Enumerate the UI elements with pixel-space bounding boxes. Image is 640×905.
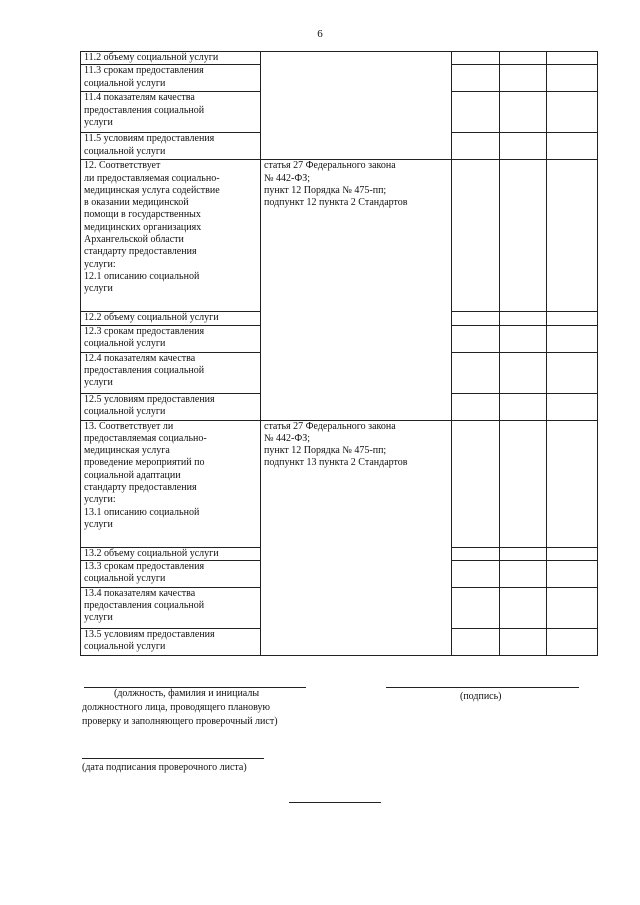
answer-no-cell[interactable] (500, 325, 547, 352)
question-cell: 13. Соответствует ли предоставляемая социально- медицинская услуга проведение мероприятий по социальной адаптации стандарту предоставления услуги: 13.1 описанию социальной услуги (81, 420, 261, 547)
not-applicable-cell[interactable] (547, 393, 598, 420)
answer-no-cell[interactable] (500, 65, 547, 92)
answer-no-cell[interactable] (500, 312, 547, 325)
date-caption: (дата подписания проверочного листа) (82, 762, 247, 773)
answer-no-cell[interactable] (500, 352, 547, 393)
answer-yes-cell[interactable] (452, 628, 500, 655)
question-cell: 12.2 объему социальной услуги (81, 312, 261, 325)
not-applicable-cell[interactable] (547, 160, 598, 312)
not-applicable-cell[interactable] (547, 560, 598, 587)
answer-yes-cell[interactable] (452, 587, 500, 628)
question-cell: 13.3 срокам предоставления социальной услуги (81, 560, 261, 587)
question-cell: 12. Соответствует ли предоставляемая социально- медицинская услуга содействие в оказании медицинской помощи в государственных медицинских организациях Архангельской области стандарту предоставления услуги: 12.1 описанию социальной услуги (81, 160, 261, 312)
answer-yes-cell[interactable] (452, 352, 500, 393)
not-applicable-cell[interactable] (547, 420, 598, 547)
answer-yes-cell[interactable] (452, 52, 500, 65)
not-applicable-cell[interactable] (547, 325, 598, 352)
not-applicable-cell[interactable] (547, 65, 598, 92)
question-cell: 11.3 срокам предоставления социальной услуги (81, 65, 261, 92)
question-cell: 11.4 показателям качества предоставления социальной услуги (81, 92, 261, 133)
answer-no-cell[interactable] (500, 560, 547, 587)
answer-yes-cell[interactable] (452, 92, 500, 133)
official-caption-line1: (должность, фамилия и инициалы (114, 688, 260, 699)
page-number: 6 (317, 28, 323, 40)
answer-no-cell[interactable] (500, 547, 547, 560)
answer-no-cell[interactable] (500, 587, 547, 628)
signature-caption: (подпись) (460, 691, 502, 702)
signature-line (386, 687, 579, 688)
question-cell: 11.5 условиям предоставления социальной услуги (81, 133, 261, 160)
not-applicable-cell[interactable] (547, 52, 598, 65)
answer-no-cell[interactable] (500, 628, 547, 655)
question-cell: 12.3 срокам предоставления социальной услуги (81, 325, 261, 352)
question-cell: 13.5 условиям предоставления социальной услуги (81, 628, 261, 655)
not-applicable-cell[interactable] (547, 133, 598, 160)
legal-reference-cell (261, 52, 452, 160)
question-cell: 11.2 объему социальной услуги (81, 52, 261, 65)
date-line (82, 758, 264, 759)
official-caption-line2: должностного лица, проводящего плановую (82, 702, 270, 713)
answer-yes-cell[interactable] (452, 560, 500, 587)
official-caption-line3: проверку и заполняющего проверочный лист) (82, 716, 278, 727)
checklist-table (80, 51, 598, 656)
table-row (81, 52, 598, 65)
answer-no-cell[interactable] (500, 160, 547, 312)
answer-no-cell[interactable] (500, 133, 547, 160)
table-row (81, 420, 598, 547)
not-applicable-cell[interactable] (547, 352, 598, 393)
answer-no-cell[interactable] (500, 52, 547, 65)
not-applicable-cell[interactable] (547, 587, 598, 628)
answer-no-cell[interactable] (500, 393, 547, 420)
answer-no-cell[interactable] (500, 92, 547, 133)
not-applicable-cell[interactable] (547, 628, 598, 655)
answer-yes-cell[interactable] (452, 312, 500, 325)
question-cell: 12.5 условиям предоставления социальной услуги (81, 393, 261, 420)
legal-reference-cell: статья 27 Федерального закона № 442-ФЗ; пункт 12 Порядка № 475-пп; подпункт 12 пункта 2 Стандартов (261, 160, 452, 420)
question-cell: 12.4 показателям качества предоставления социальной услуги (81, 352, 261, 393)
answer-yes-cell[interactable] (452, 393, 500, 420)
question-cell: 13.2 объему социальной услуги (81, 547, 261, 560)
question-cell: 13.4 показателям качества предоставления социальной услуги (81, 587, 261, 628)
answer-no-cell[interactable] (500, 420, 547, 547)
answer-yes-cell[interactable] (452, 420, 500, 547)
legal-reference-cell: статья 27 Федерального закона № 442-ФЗ; пункт 12 Порядка № 475-пп; подпункт 13 пункта 2 Стандартов (261, 420, 452, 655)
answer-yes-cell[interactable] (452, 65, 500, 92)
answer-yes-cell[interactable] (452, 160, 500, 312)
not-applicable-cell[interactable] (547, 312, 598, 325)
closing-rule (289, 802, 381, 803)
table-row (81, 160, 598, 312)
answer-yes-cell[interactable] (452, 133, 500, 160)
not-applicable-cell[interactable] (547, 92, 598, 133)
answer-yes-cell[interactable] (452, 325, 500, 352)
answer-yes-cell[interactable] (452, 547, 500, 560)
not-applicable-cell[interactable] (547, 547, 598, 560)
